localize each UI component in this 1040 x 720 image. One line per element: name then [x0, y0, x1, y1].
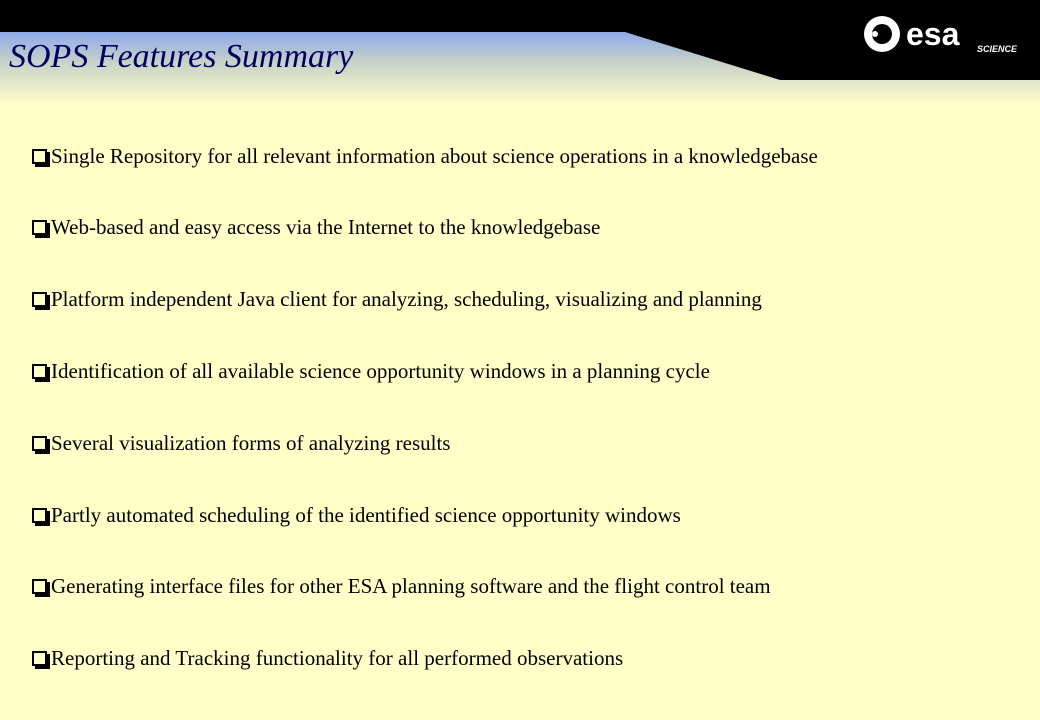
checkbox-bullet-icon [32, 436, 47, 451]
checkbox-bullet-icon [32, 292, 47, 307]
list-item [32, 286, 762, 312]
list-item [32, 214, 600, 240]
checkbox-bullet-icon [32, 508, 47, 523]
list-item [32, 358, 710, 384]
list-item-text: Identification of all available science opportunity windows in a planning cycle [51, 359, 710, 383]
list-item [32, 573, 771, 599]
list-item-text: Generating interface files for other ESA planning software and the flight control team [51, 574, 771, 598]
list-item [32, 430, 450, 456]
checkbox-bullet-icon [32, 651, 47, 666]
checkbox-bullet-icon [32, 579, 47, 594]
list-item-text: Several visualization forms of analyzing results [51, 431, 451, 455]
list-item [32, 143, 818, 169]
logo-wordmark: esa [906, 16, 960, 52]
checkbox-bullet-icon [32, 220, 47, 235]
list-item-text: Partly automated scheduling of the identified science opportunity windows [51, 503, 681, 527]
list-item-text: Web-based and easy access via the Internet to the knowledgebase [51, 215, 601, 239]
esa-logo-icon [862, 14, 1030, 58]
list-item-text: Reporting and Tracking functionality for all performed observations [51, 646, 624, 670]
slide-title: SOPS Features Summary [9, 38, 354, 75]
logo-subtitle: SCIENCE [977, 44, 1018, 54]
checkbox-bullet-icon [32, 364, 47, 379]
list-item-text: Platform independent Java client for analyzing, scheduling, visualizing and planning [51, 287, 762, 311]
list-item [32, 502, 681, 528]
list-item [32, 645, 623, 671]
list-item-text: Single Repository for all relevant information about science operations in a knowledgebase [51, 144, 818, 168]
checkbox-bullet-icon [32, 149, 47, 164]
